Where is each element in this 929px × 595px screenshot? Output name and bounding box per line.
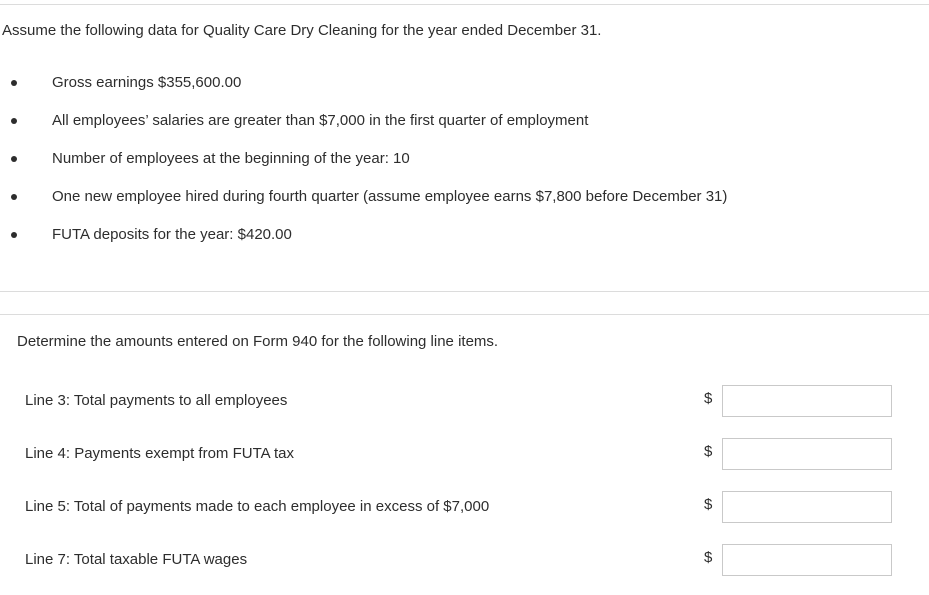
line-4-input[interactable] [722,438,892,470]
bullet-icon [11,232,17,238]
bullet-icon [11,118,17,124]
line-5-label: Line 5: Total of payments made to each employee in excess of $7,000 [25,498,490,515]
line-7-input[interactable] [722,544,892,576]
line-5-input[interactable] [722,491,892,523]
line-3-input[interactable] [722,385,892,417]
top-divider [0,4,929,5]
bullet-icon [11,80,17,86]
line-5-row [0,491,929,524]
line-4-row [0,438,929,471]
section-divider [0,291,929,292]
list-item-text: FUTA deposits for the year: $420.00 [52,226,292,243]
currency-symbol: $ [704,549,713,566]
bullet-icon [11,156,17,162]
line-7-label: Line 7: Total taxable FUTA wages [25,551,248,568]
line-7-row [0,544,929,577]
currency-symbol: $ [704,496,713,513]
list-item-text: One new employee hired during fourth quarter (assume employee earns $7,800 before December 31) [52,188,728,205]
line-4-label: Line 4: Payments exempt from FUTA tax [25,445,294,462]
currency-symbol: $ [704,443,713,460]
list-item-text: All employees’ salaries are greater than $7,000 in the first quarter of employment [52,112,589,129]
question-text: Determine the amounts entered on Form 940 for the following line items. [17,333,499,350]
line-3-row [0,385,929,418]
list-item-text: Gross earnings $355,600.00 [52,74,242,91]
currency-symbol: $ [704,390,713,407]
question-divider [0,314,929,315]
bullet-icon [11,194,17,200]
line-3-label: Line 3: Total payments to all employees [25,392,288,409]
intro-text: Assume the following data for Quality Care Dry Cleaning for the year ended December 31. [2,22,602,39]
list-item-text: Number of employees at the beginning of the year: 10 [52,150,410,167]
